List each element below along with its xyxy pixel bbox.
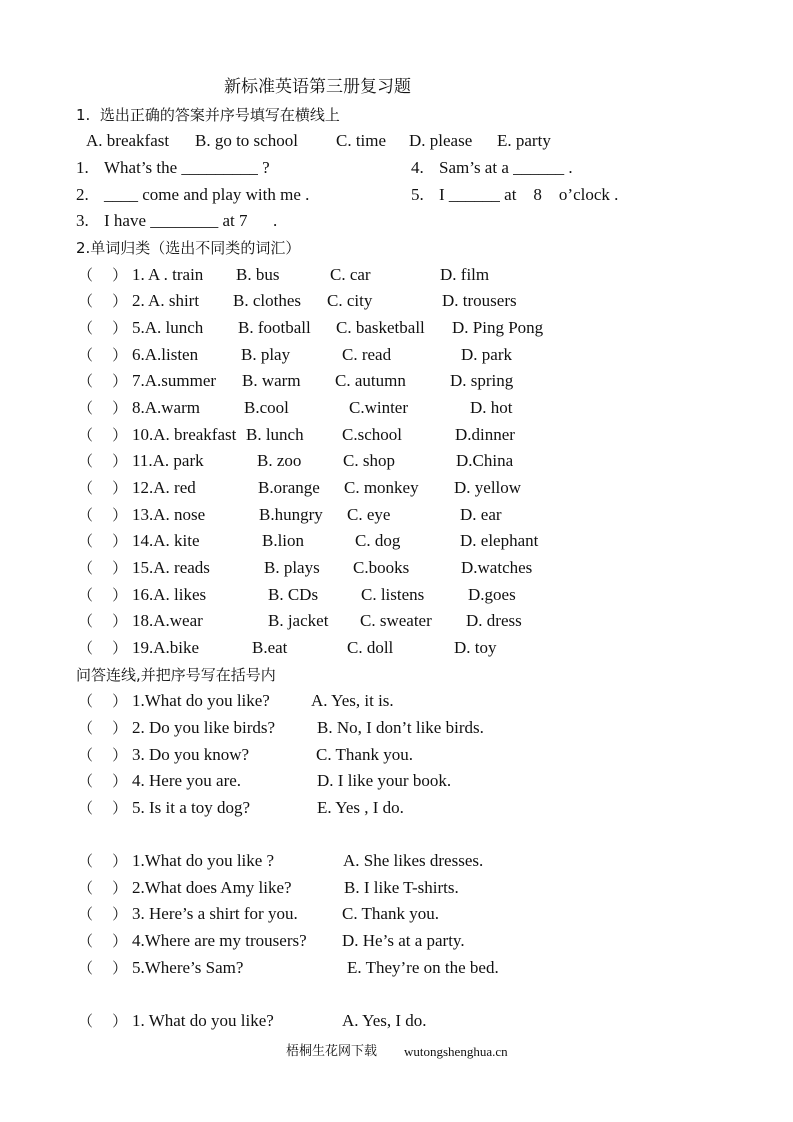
- footer-url: wutongshenghua.cn: [404, 1044, 508, 1059]
- option-c: C.books: [353, 558, 410, 577]
- option-c: C. monkey: [344, 478, 419, 497]
- option-a: 12.A. red: [132, 478, 196, 497]
- answer-text: A. She likes dresses.: [343, 851, 484, 870]
- answer-blank[interactable]: （ ）: [78, 612, 128, 630]
- answer-blank[interactable]: （ ）: [78, 799, 128, 817]
- answer-blank[interactable]: （ ）: [78, 319, 128, 337]
- question-text: 1.What do you like?: [132, 691, 270, 710]
- option-a: 7.A.summer: [132, 371, 217, 390]
- option-d: D.dinner: [455, 425, 515, 444]
- answer-blank[interactable]: （ ）: [78, 959, 128, 977]
- option-b: B. warm: [242, 371, 301, 390]
- fill-text-2: ____ come and play with me .: [104, 185, 310, 204]
- answer-blank[interactable]: （ ）: [78, 292, 128, 310]
- answer-blank[interactable]: （ ）: [78, 639, 128, 657]
- answer-blank[interactable]: （ ）: [78, 346, 128, 364]
- option-b: B.cool: [244, 398, 289, 417]
- answer-blank[interactable]: （ ）: [78, 266, 128, 284]
- option-b: B. CDs: [268, 585, 319, 604]
- choice-b: B. go to school: [195, 131, 298, 150]
- option-b: B.lion: [262, 531, 305, 550]
- option-a: 1. A . train: [132, 265, 204, 284]
- option-c: C. basketball: [336, 318, 425, 337]
- question-text: 4. Here you are.: [132, 771, 242, 790]
- answer-text: E. Yes , I do.: [317, 798, 404, 817]
- option-d: D. spring: [450, 371, 514, 390]
- option-c: C. sweater: [360, 611, 432, 630]
- fill-num-3: 3.: [76, 211, 89, 230]
- answer-blank[interactable]: （ ）: [78, 506, 128, 524]
- question-text: 2.What does Amy like?: [132, 878, 292, 897]
- option-c: C. listens: [361, 585, 425, 604]
- option-d: D.China: [456, 451, 514, 470]
- answer-blank[interactable]: （ ）: [78, 532, 128, 550]
- answer-blank[interactable]: （ ）: [78, 1012, 128, 1030]
- option-d: D.goes: [468, 585, 516, 604]
- answer-blank[interactable]: （ ）: [78, 586, 128, 604]
- section3-heading: 问答连线,并把序号写在括号内: [76, 666, 276, 684]
- option-d: D. trousers: [442, 291, 517, 310]
- option-a: 10.A. breakfast: [132, 425, 237, 444]
- answer-text: B. No, I don’t like birds.: [317, 718, 484, 737]
- option-b: B.hungry: [259, 505, 323, 524]
- option-b: B. lunch: [246, 425, 304, 444]
- answer-text: A. Yes, it is.: [311, 691, 394, 710]
- option-d: D. dress: [466, 611, 522, 630]
- fill-num-4: 4.: [411, 158, 424, 177]
- answer-blank[interactable]: （ ）: [78, 719, 128, 737]
- option-a: 14.A. kite: [132, 531, 200, 550]
- fill-num-1: 1.: [76, 158, 89, 177]
- option-c: C. autumn: [335, 371, 406, 390]
- option-a: 15.A. reads: [132, 558, 210, 577]
- option-d: D. yellow: [454, 478, 522, 497]
- answer-text: E. They’re on the bed.: [347, 958, 499, 977]
- question-text: 5. Is it a toy dog?: [132, 798, 251, 817]
- answer-text: A. Yes, I do.: [342, 1011, 427, 1030]
- answer-blank[interactable]: （ ）: [78, 692, 128, 710]
- option-d: D. toy: [454, 638, 497, 657]
- option-c: C. read: [342, 345, 392, 364]
- answer-blank[interactable]: （ ）: [78, 426, 128, 444]
- option-b: B. play: [241, 345, 291, 364]
- option-a: 19.A.bike: [132, 638, 200, 657]
- option-b: B.eat: [252, 638, 288, 657]
- option-b: B. bus: [236, 265, 280, 284]
- option-d: D. park: [461, 345, 512, 364]
- option-d: D. hot: [470, 398, 513, 417]
- option-c: C.winter: [349, 398, 409, 417]
- choice-d: D. please: [409, 131, 473, 150]
- option-b: B.orange: [258, 478, 320, 497]
- option-d: D.watches: [461, 558, 533, 577]
- fill-text-1: What’s the _________ ?: [104, 158, 270, 177]
- answer-blank[interactable]: （ ）: [78, 479, 128, 497]
- question-text: 1. What do you like?: [132, 1011, 274, 1030]
- answer-blank[interactable]: （ ）: [78, 932, 128, 950]
- answer-blank[interactable]: （ ）: [78, 372, 128, 390]
- choice-a: A. breakfast: [86, 131, 170, 150]
- option-c: C. doll: [347, 638, 394, 657]
- question-text: 5.Where’s Sam?: [132, 958, 244, 977]
- option-a: 18.A.wear: [132, 611, 203, 630]
- option-b: B. plays: [264, 558, 320, 577]
- page-title: 新标准英语第三册复习题: [224, 77, 411, 97]
- answer-text: C. Thank you.: [316, 745, 413, 764]
- option-a: 13.A. nose: [132, 505, 206, 524]
- fill-num-2: 2.: [76, 185, 89, 204]
- option-a: 5.A. lunch: [132, 318, 204, 337]
- answer-text: D. He’s at a party.: [342, 931, 465, 950]
- answer-blank[interactable]: （ ）: [78, 879, 128, 897]
- option-a: 8.A.warm: [132, 398, 200, 417]
- option-c: C. shop: [343, 451, 395, 470]
- answer-blank[interactable]: （ ）: [78, 399, 128, 417]
- answer-blank[interactable]: （ ）: [78, 852, 128, 870]
- option-b: B. clothes: [233, 291, 301, 310]
- option-c: C.school: [342, 425, 402, 444]
- choice-c: C. time: [336, 131, 387, 150]
- option-c: C. eye: [347, 505, 391, 524]
- option-b: B. jacket: [268, 611, 329, 630]
- question-text: 2. Do you like birds?: [132, 718, 276, 737]
- option-a: 11.A. park: [132, 451, 204, 470]
- option-c: C. dog: [355, 531, 401, 550]
- section2-heading: 2.单词归类（选出不同类的词汇）: [76, 239, 301, 257]
- answer-blank[interactable]: （ ）: [78, 746, 128, 764]
- option-b: B. football: [238, 318, 311, 337]
- answer-text: D. I like your book.: [317, 771, 452, 790]
- option-a: 6.A.listen: [132, 345, 199, 364]
- question-text: 3. Do you know?: [132, 745, 250, 764]
- answer-blank[interactable]: （ ）: [78, 452, 128, 470]
- question-text: 3. Here’s a shirt for you.: [132, 904, 298, 923]
- section1-heading: 1. 选出正确的答案并序号填写在横线上: [76, 106, 340, 124]
- fill-text-5: I ______ at 8 o’clock .: [439, 185, 619, 204]
- question-text: 4.Where are my trousers?: [132, 931, 307, 950]
- fill-text-3: I have ________ at 7 .: [104, 211, 278, 230]
- option-c: C. car: [330, 265, 371, 284]
- answer-text: C. Thank you.: [342, 904, 439, 923]
- answer-blank[interactable]: （ ）: [78, 905, 128, 923]
- fill-num-5: 5.: [411, 185, 424, 204]
- question-text: 1.What do you like ?: [132, 851, 275, 870]
- answer-blank[interactable]: （ ）: [78, 559, 128, 577]
- answer-text: B. I like T-shirts.: [344, 878, 459, 897]
- option-a: 2. A. shirt: [132, 291, 200, 310]
- option-a: 16.A. likes: [132, 585, 207, 604]
- answer-blank[interactable]: （ ）: [78, 772, 128, 790]
- fill-text-4: Sam’s at a ______ .: [439, 158, 573, 177]
- option-d: D. ear: [460, 505, 502, 524]
- option-d: D. Ping Pong: [452, 318, 544, 337]
- option-d: D. elephant: [460, 531, 539, 550]
- option-d: D. film: [440, 265, 490, 284]
- option-b: B. zoo: [257, 451, 302, 470]
- footer-site-name: 梧桐生花网下载: [286, 1044, 378, 1059]
- option-c: C. city: [327, 291, 373, 310]
- choice-e: E. party: [497, 131, 551, 150]
